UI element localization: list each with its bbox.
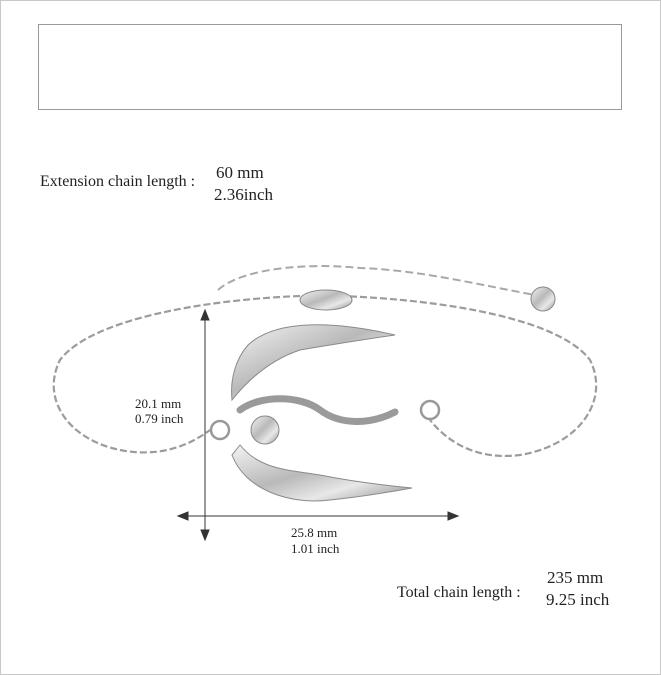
jump-ring-left	[211, 421, 229, 439]
pendant-width-mm: 25.8 mm	[291, 525, 338, 540]
dragon-pendant	[232, 325, 412, 501]
width-dimension-line	[178, 512, 458, 520]
total-inch: 9.25 inch	[546, 590, 610, 609]
lobster-clasp	[300, 290, 352, 310]
total-label: Total chain length :	[397, 584, 521, 601]
total-mm: 235 mm	[547, 568, 604, 587]
pendant-height-inch: 0.79 inch	[135, 411, 184, 426]
chain-right	[340, 296, 596, 456]
extension-mm: 60 mm	[216, 163, 264, 182]
pendant-height-mm: 20.1 mm	[135, 396, 182, 411]
end-tag	[531, 287, 555, 311]
extension-chain	[218, 266, 535, 295]
jump-ring-right	[421, 401, 439, 419]
height-dimension-line	[201, 310, 209, 540]
pendant-width-inch: 1.01 inch	[291, 541, 340, 556]
extension-inch: 2.36inch	[214, 185, 274, 204]
extension-label: Extension chain length :	[40, 173, 196, 190]
